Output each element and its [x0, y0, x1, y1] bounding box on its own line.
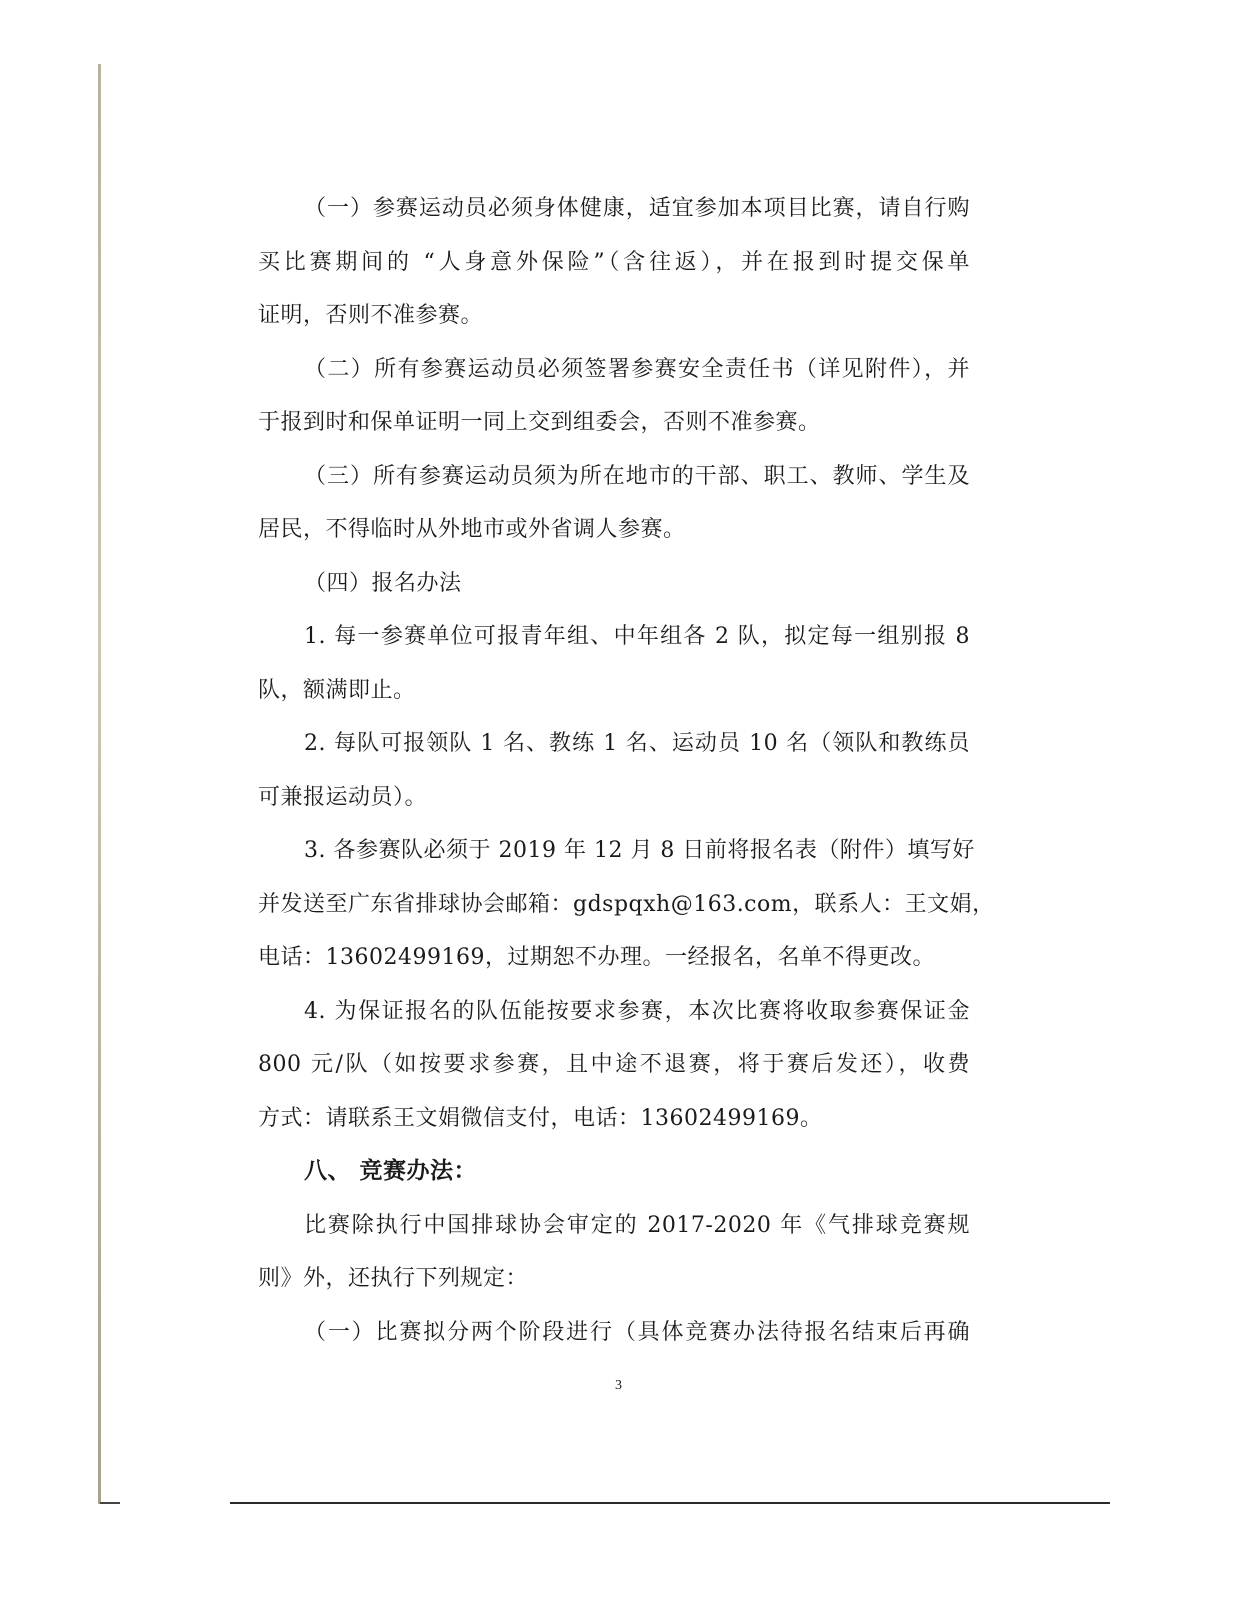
paragraph-1-line-1: （一）参赛运动员必须身体健康，适宜参加本项目比赛，请自行购: [304, 196, 970, 221]
paragraph-1-line-2: 买比赛期间的 “人身意外保险”（含往返），并在报到时提交保单: [258, 249, 970, 275]
paragraph-8-line-3: 方式：请联系王文娟微信支付，电话：13602499169。: [258, 1105, 823, 1131]
paragraph-8-line-1: 4. 为保证报名的队伍能按要求参赛，本次比赛将收取参赛保证金: [304, 998, 970, 1024]
paragraph-2-line-2: 于报到时和保单证明一同上交到组委会，否则不准参赛。: [258, 410, 821, 435]
paragraph-1-line-3: 证明，否则不准参赛。: [258, 303, 484, 328]
document-body: [258, 182, 995, 1359]
paragraph-8-line-2: 800 元/队（如按要求参赛，且中途不退赛，将于赛后发还），收费: [258, 1052, 970, 1077]
scan-edge-bottom: [230, 1502, 1110, 1504]
scan-edge-left: [98, 64, 101, 1504]
paragraph-6-line-2: 可兼报运动员）。: [258, 784, 428, 810]
paragraph-6-line-1: 2. 每队可报领队 1 名、教练 1 名、运动员 10 名（领队和教练员: [304, 731, 970, 756]
paragraph-9-line-1: 比赛除执行中国排球协会审定的 2017-2020 年《气排球竞赛规: [304, 1212, 970, 1238]
paragraph-7-line-2: 并发送至广东省排球协会邮箱：gdspqxh@163.com，联系人：王文娟，: [258, 891, 995, 917]
paragraph-5-line-1: 1. 每一参赛单位可报青年组、中年组各 2 队，拟定每一组别报 8: [304, 624, 970, 649]
paragraph-3-line-2: 居民，不得临时从外地市或外省调人参赛。: [258, 517, 686, 542]
paragraph-4-line-1: （四）报名办法: [304, 570, 462, 596]
paragraph-7-line-1: 3. 各参赛队必须于 2019 年 12 月 8 日前将报名表（附件）填写好: [304, 838, 975, 863]
paragraph-10-line-1: （一）比赛拟分两个阶段进行（具体竞赛办法待报名结束后再确: [304, 1319, 970, 1345]
paragraph-3-line-1: （三）所有参赛运动员须为所在地市的干部、职工、教师、学生及: [304, 463, 970, 489]
paragraph-9-line-2: 则》外，还执行下列规定：: [258, 1266, 529, 1291]
paragraph-5-line-2: 队，额满即止。: [258, 677, 416, 703]
page-number: 3: [615, 1378, 622, 1393]
paragraph-2-line-1: （二）所有参赛运动员必须签署参赛安全责任书（详见附件），并: [304, 356, 970, 382]
scan-edge-bottom-left: [100, 1502, 120, 1504]
paragraph-7-line-3: 电话：13602499169，过期恕不办理。一经报名，名单不得更改。: [258, 945, 935, 970]
section-heading: 八、 竞赛办法：: [304, 1158, 478, 1184]
